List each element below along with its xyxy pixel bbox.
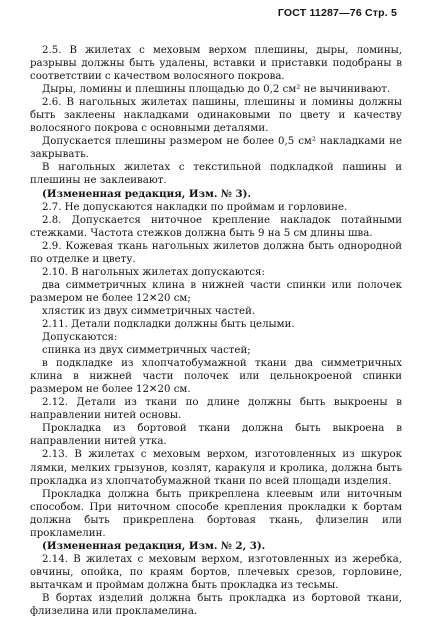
paragraph-2-10-wedges: два симметричных клина в нижней части спинки или полочек размером не более 12✕20 см; xyxy=(30,279,402,304)
paragraph-2-13: 2.13. В жилетах с меховым верхом, изготовленных из шкурок лямки, мелких грызунов, козлят, каракуля и кролика, должна быть прокладка из хлопчатобумажной ткани по всей площади изделия. xyxy=(30,449,402,487)
paragraph-2-11-back: спинка из двух симметричных частей; xyxy=(42,345,251,357)
paragraph-2-6-allowance: Допускается плешины размером не более 0,5 см² накладками не закрывать. xyxy=(30,136,402,161)
paragraph-2-6-lining: В нагольных жилетах с текстильной подкладкой пашины и плешины не заклеивают. xyxy=(30,162,402,187)
paragraph-2-14-fronts: В бортах изделий должна быть прокладка из бортовой ткани, флизелина или прокламелина. xyxy=(30,592,402,618)
paragraph-2-12: 2.12. Детали из ткани по длине должны быть выкроены в направлении нитей основы. xyxy=(30,397,402,422)
paragraph-2-11: 2.11. Детали подкладки должны быть целыми. xyxy=(42,318,295,330)
paragraph-2-6: 2.6. В нагольных жилетах пашины, плешины и ломины должны быть заклеены накладками одинаковыми по цвету и качеству волосяного покрова с основными деталями. xyxy=(30,97,402,135)
paragraph-2-7: 2.7. Не допускаются накладки по проймам и горловине. xyxy=(42,201,348,213)
paragraph-2-13-attachment: Прокладка должна быть прикреплена клеевым или ниточным способом. При ниточном способе крепления прокладки к бортам должна быть прикреплена бортовая ткань, флизелин или прокламелин. xyxy=(30,488,402,539)
page-header: ГОСТ 11287—76 Стр. 5 xyxy=(277,7,397,19)
amendment-note-2-3: (Измененная редакция, Изм. № 2, 3). xyxy=(42,539,266,552)
paragraph-2-12-interlining: Прокладка из бортовой ткани должна быть выкроена в направлении нитей утка. xyxy=(30,423,402,448)
paragraph-2-9: 2.9. Кожевая ткань нагольных жилетов должна быть однородной по отделке и цвету. xyxy=(30,240,402,265)
paragraph-2-10: 2.10. В нагольных жилетах допускаются: xyxy=(42,266,265,278)
paragraph-2-11-allowed: Допускаются: xyxy=(42,332,118,344)
paragraph-2-11-wedges: в подкладке из хлопчатобумажной ткани два симметричных клина в нижней части полочек или цельнокроеной спинки размером не более 12✕20 см. xyxy=(30,358,402,396)
paragraph-2-14: 2.14. В жилетах с меховым верхом, изготовленных из жеребка, овчины, опойка, по краям бортов, плечевых срезов, горловине, вытачкам и проймам должна быть прокладка из тесьмы. xyxy=(30,553,402,591)
paragraph-2-5: 2.5. В жилетах с меховым верхом плешины, дыры, ломины, разрывы должны быть удалены, вставки и приставки подобраны в соответствии с качеством волосяного покрова. xyxy=(30,45,402,83)
paragraph-2-5-note: Дыры, ломины и плешины площадью до 0,2 см² не вычинивают. xyxy=(42,84,391,96)
paragraph-2-8: 2.8. Допускается ниточное крепление накладок потайными стежками. Частота стежков должна быть 9 на 5 см длины шва. xyxy=(30,214,402,239)
amendment-note-3: (Измененная редакция, Изм. № 3). xyxy=(42,187,252,200)
document-body xyxy=(30,44,402,618)
paragraph-2-10-strap: хлястик из двух симметричных частей. xyxy=(42,305,256,317)
